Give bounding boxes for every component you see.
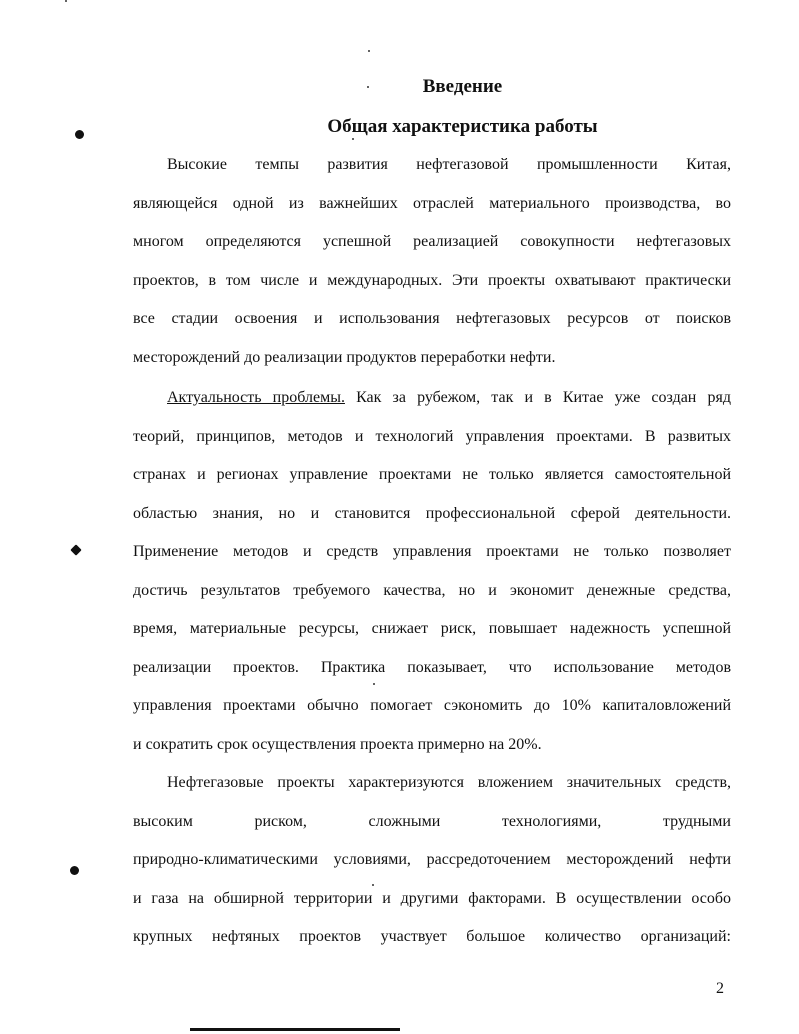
paragraph-projects [133, 773, 731, 966]
text-line: странах и регионах управление проектами не только является самостоятельной [133, 466, 731, 483]
text-line [133, 388, 731, 427]
text-line: высоким риском, сложными технологиями, трудными [133, 812, 731, 830]
text-line: время, материальные ресурсы, снижает риск, повышает надежность успешной [133, 620, 731, 637]
scan-speck [372, 884, 374, 886]
text-line: и сократить срок осуществления проекта примерно на 20%. [133, 735, 542, 753]
document-title: Введение [422, 76, 503, 97]
text-line: Применение методов и средств управления проектами не только позволяет [133, 543, 731, 560]
text-line: являющейся одной из важнейших отраслей материального производства, во [133, 194, 731, 212]
text-line: все стадии освоения и использования нефтегазовых ресурсов от поисков [133, 310, 731, 327]
text-line: областью знания, но и становится профессиональной сферой деятельности. [133, 504, 731, 522]
binder-hole-mark [75, 130, 84, 139]
binder-hole-mark [70, 544, 81, 555]
bottom-rule [190, 1028, 400, 1031]
scan-speck [367, 86, 369, 88]
scan-speck [373, 683, 375, 685]
paragraph-intro [133, 155, 731, 386]
text-line: природно-климатическими условиями, рассредоточением месторождений нефти [133, 851, 731, 868]
text-line: проектов, в том числе и международных. Эти проекты охватывают практически [133, 271, 731, 289]
text-line: реализации проектов. Практика показывает, что использование методов [133, 658, 731, 676]
binder-hole-mark [70, 866, 79, 875]
relevance-label: Актуальность проблемы. [167, 389, 345, 406]
text-line: теорий, принципов, методов и технологий управления проектами. В развитых [133, 427, 731, 445]
text-line: многом определяются успешной реализацией совокупности нефтегазовых [133, 233, 731, 250]
text-line: Нефтегазовые проекты характеризуются вложением значительных средств, [167, 774, 731, 791]
document-subtitle: Общая характеристика работы [327, 116, 598, 137]
relevance-first-line: Как за рубежом, так и в Китае уже создан ряд [344, 389, 731, 406]
text-line: месторождений до реализации продуктов переработки нефти. [133, 348, 556, 366]
text-line: и газа на обширной территории и другими факторами. В осуществлении особо [133, 889, 731, 907]
text-line: крупных нефтяных проектов участвует большое количество организаций: [133, 928, 731, 945]
scan-speck [65, 0, 67, 2]
scan-speck [352, 138, 354, 140]
paragraph-relevance [133, 388, 731, 773]
text-line: управления проектами обычно помогает сэкономить до 10% капиталовложений [133, 697, 731, 714]
text-line: достичь результатов требуемого качества, но и экономит денежные средства, [133, 581, 731, 599]
page-number: 2 [716, 980, 724, 997]
scan-speck [368, 50, 370, 52]
text-line: Высокие темпы развития нефтегазовой промышленности Китая, [167, 156, 731, 173]
